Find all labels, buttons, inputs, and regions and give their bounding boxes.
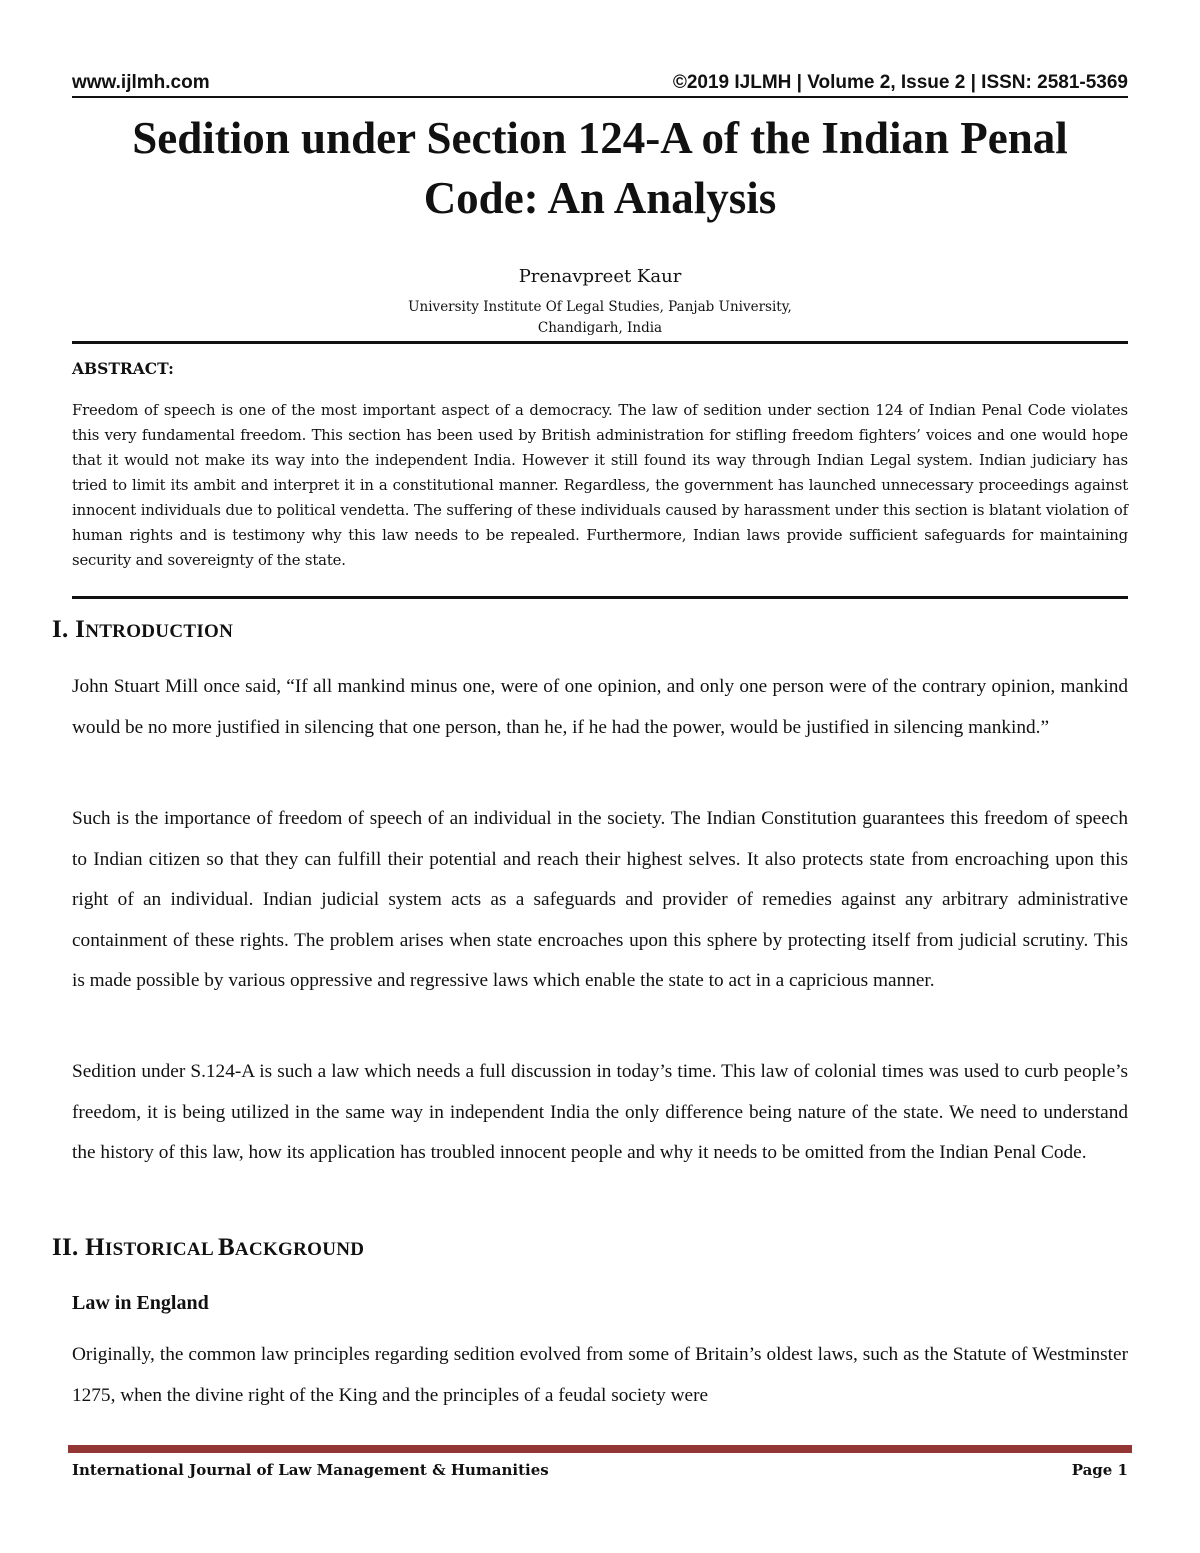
- footer-journal-name: International Journal of Law Management & Humanities: [72, 1461, 549, 1479]
- abstract-top-rule: [72, 341, 1128, 344]
- history-paragraph-1: Originally, the common law principles regarding sedition evolved from some of Britain’s oldest laws, such as the Statute of Westminster 1275, when the divine right of the King and the principles of a feudal society were: [72, 1344, 1128, 1406]
- page-number: Page 1: [1071, 1461, 1128, 1479]
- running-header: [72, 70, 1128, 98]
- intro-paragraph-1: John Stuart Mill once said, “If all mankind minus one, were of one opinion, and only one person were of the contrary opinion, mankind would be no more justified in silencing that one person, than he, if he had the power, would be justified in silencing mankind.”: [72, 676, 1128, 738]
- intro-paragraph-2: Such is the importance of freedom of speech of an individual in the society. The Indian Constitution guarantees this freedom of speech to Indian citizen so that they can fulfill their potential and reach their highest selves. It also protects state from encroaching upon this right of an individual. Indian judicial system acts as a safeguards and provider of remedies against any arbitrary administrative containment of these rights. The problem arises when state encroaches upon this sphere by protecting itself from judicial scrutiny. This is made possible by various oppressive and regressive laws which enable the state to act in a capricious manner.: [72, 808, 1128, 991]
- affiliation-line-1: University Institute Of Legal Studies, Panjab University,: [408, 299, 792, 315]
- author-affiliation: [72, 297, 1128, 339]
- intro-paragraph-3: Sedition under S.124-A is such a law which needs a full discussion in today’s time. This law of colonial times was used to curb people’s freedom, it is being utilized in the same way in independent India the only difference being nature of the state. We need to understand the history of this law, how its application has troubled innocent people and why it needs to be omitted from the Indian Penal Code.: [72, 1061, 1128, 1163]
- journal-website: www.ijlmh.com: [72, 72, 210, 93]
- subheading-law-in-england: Law in England: [72, 1292, 209, 1314]
- abstract-text: Freedom of speech is one of the most important aspect of a democracy. The law of sedition under section 124 of Indian Penal Code violates this very fundamental freedom. This section has been used by British administration for stifling freedom fighters’ voices and one would hope that it would not make its way into the independent India. However it still found its way through Indian Legal system. Indian judiciary has tried to limit its ambit and interpret it in a constitutional manner. Regardless, the government has launched unnecessary proceedings against innocent individuals due to political vendetta. The suffering of these individuals caused by harassment under this section is blatant violation of human rights and is testimony why this law needs to be repealed. Furthermore, Indian laws provide sufficient safeguards for maintaining security and sovereignty of the state.: [72, 402, 1128, 569]
- title-line-1: Sedition under Section 124-A of the Indian Penal: [132, 113, 1068, 163]
- author-name: Prenavpreet Kaur: [518, 266, 682, 287]
- abstract-heading: ABSTRACT:: [72, 359, 174, 378]
- journal-issue-info: ©2019 IJLMH | Volume 2, Issue 2 | ISSN: 2581-5369: [672, 72, 1128, 93]
- affiliation-line-2: Chandigarh, India: [537, 320, 663, 336]
- paper-title: [72, 108, 1128, 228]
- section-heading-introduction: I. INTRODUCTION: [52, 616, 234, 643]
- footer-rule: [68, 1445, 1132, 1453]
- section-heading-historical-background: II. HISTORICAL BACKGROUND: [52, 1234, 365, 1261]
- abstract-bottom-rule: [72, 596, 1128, 599]
- title-line-2: Code: An Analysis: [423, 173, 777, 223]
